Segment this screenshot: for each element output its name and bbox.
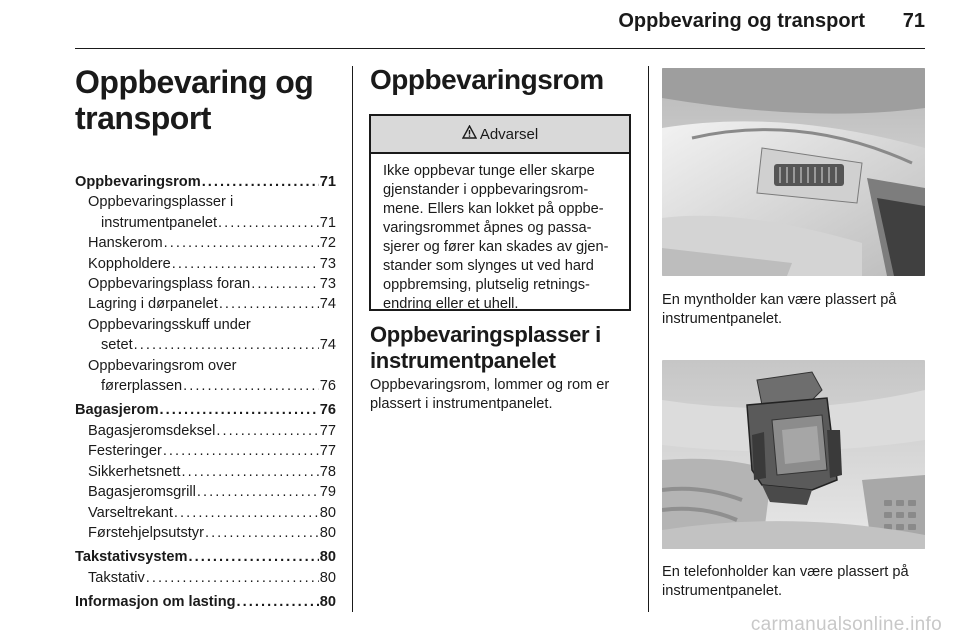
toc-entry-page: 71	[319, 174, 336, 190]
column-divider-right	[648, 66, 649, 612]
toc-entry-page: 80	[319, 549, 336, 566]
toc-leader-dots	[146, 568, 319, 588]
phone-holder-caption: En telefonholder kan være plassert på instrumentpanelet.	[662, 564, 909, 599]
toc-entry-label: Festeringer	[88, 443, 162, 460]
toc-entry	[75, 568, 336, 588]
toc-leader-dots	[189, 547, 319, 567]
toc-entry-label: Bagasjeromsdeksel	[88, 422, 216, 439]
toc-entry-label: Førstehjelpsutstyr	[88, 524, 204, 541]
coin-holder-photo	[662, 68, 925, 276]
toc-entry-page: 76	[319, 378, 336, 395]
toc-entry-page: 76	[319, 402, 336, 419]
toc-entry	[75, 192, 336, 212]
coin-holder-caption: En myntholder kan være plassert på instrumentpanelet.	[662, 292, 897, 327]
subsection-title: Oppbevaringsplasser i instrumentpanelet	[370, 322, 601, 373]
phone-holder-photo	[662, 360, 925, 549]
toc-entry	[75, 441, 336, 461]
toc-entry	[75, 376, 336, 396]
toc-entry	[75, 503, 336, 523]
toc-entry-label: Bagasjerom	[75, 402, 159, 419]
toc-entry	[75, 274, 336, 294]
toc-entry-label: Takstativsystem	[75, 549, 188, 566]
toc-entry-label: Takstativ	[88, 569, 145, 586]
section-title: Oppbevaringsrom	[370, 64, 604, 95]
toc-entry	[75, 294, 336, 314]
toc-entry-label: Sikkerhetsnett	[88, 463, 181, 480]
toc-entry-page: 74	[319, 337, 336, 354]
toc-leader-dots	[164, 233, 319, 253]
toc-leader-dots	[251, 274, 319, 294]
toc-entry-label: Hanskerom	[88, 235, 163, 252]
toc-entry-page: 73	[319, 276, 336, 293]
toc-entry-main	[75, 547, 336, 567]
toc-entry-label: Informasjon om lasting	[75, 594, 236, 611]
toc-entry-page: 80	[319, 569, 336, 586]
toc-leader-dots	[160, 400, 319, 420]
toc-entry	[75, 462, 336, 482]
warning-triangle-icon	[462, 125, 477, 143]
toc-entry-page: 74	[319, 296, 336, 313]
toc-leader-dots	[202, 172, 319, 192]
toc-leader-dots	[219, 294, 319, 314]
toc-entry-label: setet	[101, 337, 133, 354]
toc-entry-label: Oppbevaringsskuff under	[88, 316, 251, 333]
toc-entry	[75, 254, 336, 274]
toc-leader-dots	[205, 523, 319, 543]
toc-leader-dots	[181, 462, 318, 482]
toc-entry	[75, 315, 336, 335]
toc-entry-label: Oppbevaringsrom over	[88, 357, 237, 374]
column-divider-left	[352, 66, 353, 612]
toc-leader-dots	[163, 441, 319, 461]
toc-entry-main	[75, 172, 336, 192]
toc-entry-label: Varseltrekant	[88, 504, 173, 521]
page-number: 71	[902, 10, 925, 32]
warning-box	[369, 114, 631, 311]
toc-entry-page: 80	[319, 504, 336, 521]
toc-leader-dots	[216, 421, 318, 441]
toc-entry-label: Oppbevaringsplass foran	[88, 276, 251, 293]
warning-title: Advarsel	[479, 125, 539, 143]
toc-entry-label: Lagring i dørpanelet	[88, 296, 218, 313]
toc-entry-page: 77	[319, 443, 336, 460]
watermark: carmanualsonline.info	[750, 614, 942, 635]
toc-entry-page: 71	[319, 214, 336, 231]
toc-entry-page: 78	[319, 463, 336, 480]
toc-entry-main	[75, 400, 336, 420]
toc-entry-label: Koppholdere	[88, 255, 171, 272]
toc-entry-label: førerplassen	[101, 378, 183, 395]
toc-entry-page: 77	[319, 422, 336, 439]
toc-entry	[75, 523, 336, 543]
toc-entry	[75, 233, 336, 253]
toc-entry-page: 80	[319, 594, 336, 611]
chapter-title: Oppbevaring og transport	[75, 64, 314, 136]
toc-entry-main	[75, 592, 336, 612]
toc-entry	[75, 213, 336, 233]
subsection-text: Oppbevaringsrom, lommer og rom er plassert i instrumentpanelet.	[370, 377, 610, 412]
toc-leader-dots	[197, 482, 319, 502]
header-divider	[75, 48, 925, 49]
toc-entry-page: 79	[319, 484, 336, 501]
toc-entry-label: instrumentpanelet	[101, 214, 218, 231]
toc-entry-page: 80	[319, 524, 336, 541]
toc-entry	[75, 335, 336, 355]
warning-header	[371, 116, 629, 154]
toc-entry	[75, 421, 336, 441]
toc-leader-dots	[172, 254, 319, 274]
toc-leader-dots	[237, 592, 319, 612]
warning-text: Ikke oppbevar tunge eller skarpe gjenstander i oppbevaringsrom-mene. Ellers kan lokket på oppbe-varingsrommet åpnes og passa-sjerer og fører kan skades av gjen-stander som slynges ut ved hard oppbremsing, plutselig retnings-endring eller et uhell.	[383, 163, 609, 312]
toc-leader-dots	[174, 503, 319, 523]
table-of-contents	[75, 172, 336, 613]
toc-leader-dots	[218, 213, 319, 233]
toc-leader-dots	[134, 335, 319, 355]
toc-entry	[75, 356, 336, 376]
toc-entry	[75, 482, 336, 502]
toc-entry-label: Oppbevaringsplasser i	[88, 194, 234, 211]
toc-entry-label: Bagasjeromsgrill	[88, 484, 196, 501]
toc-entry-page: 72	[319, 235, 336, 252]
toc-entry-page: 73	[319, 255, 336, 272]
toc-entry-label: Oppbevaringsrom	[75, 174, 201, 190]
running-header-title: Oppbevaring og transport	[618, 10, 865, 32]
toc-leader-dots	[183, 376, 319, 396]
